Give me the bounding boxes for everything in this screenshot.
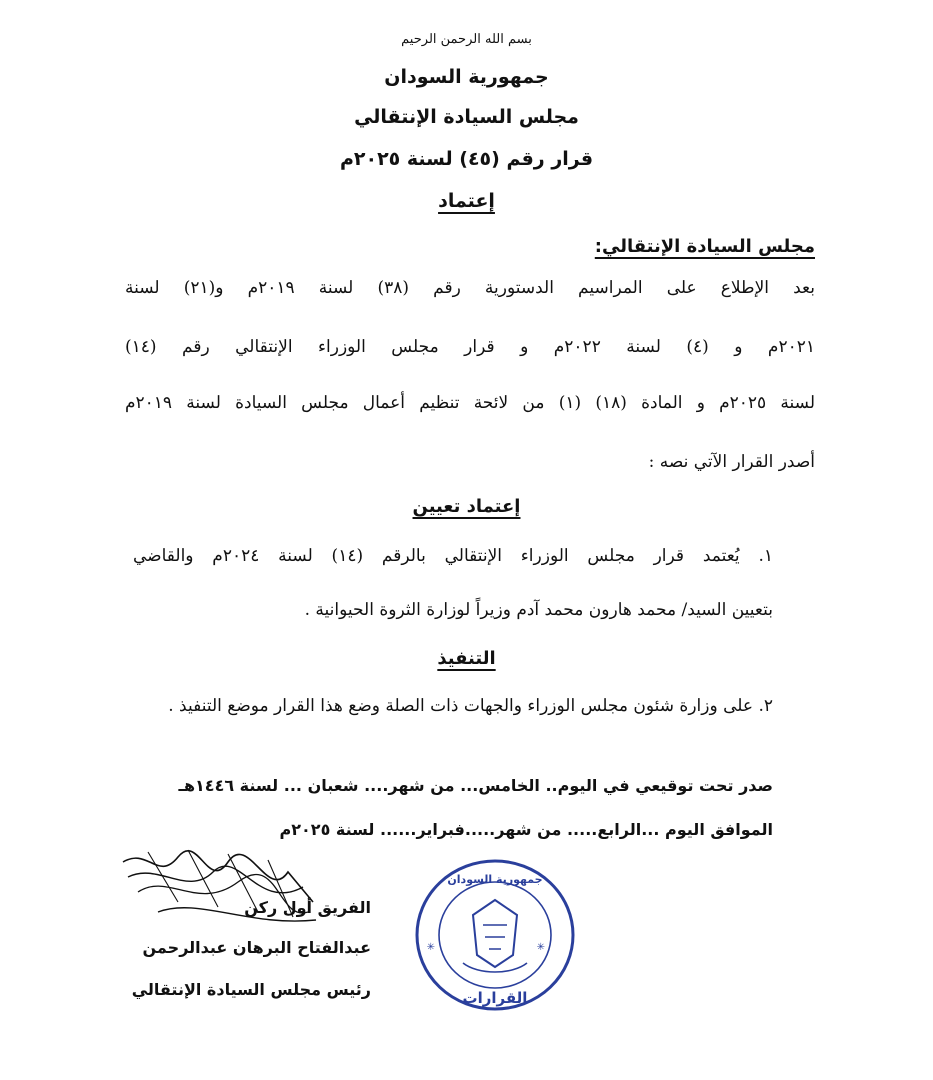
- section1-title: إعتماد تعيين: [412, 496, 521, 517]
- preamble-line-3: لسنة ٢٠٢٥م و المادة (١٨) (١) من لائحة تنظيم أعمال مجلس السيادة لسنة ٢٠١٩م: [125, 393, 815, 413]
- signatory-rank: الفريق أول ركن: [244, 898, 371, 917]
- svg-text:جمهورية السودان: جمهورية السودان: [447, 873, 543, 886]
- decree-number: قرار رقم (٤٥) لسنة ٢٠٢٥م: [339, 148, 594, 170]
- svg-text:القرارات: القرارات: [462, 989, 528, 1007]
- preamble-line-2: ٢٠٢١م و (٤) لسنة ٢٠٢٢م و قرار مجلس الوزراء الإنتقالي رقم (١٤): [125, 337, 815, 357]
- section1-item-line1: ١. يُعتمد قرار مجلس الوزراء الإنتقالي بالرقم (١٤) لسنة ٢٠٢٤م والقاضي: [133, 546, 773, 566]
- issued-line-2: الموافق اليوم ...الرابع..... من شهر.....فبراير...... لسنة ٢٠٢٥م: [279, 820, 773, 839]
- council-heading: مجلس السيادة الإنتقالي: [354, 106, 579, 128]
- section1-item-line2: بتعيين السيد/ محمد هارون محمد آدم وزيراً لوزارة الثروة الحيوانية .: [304, 600, 773, 620]
- section2-title: التنفيذ: [437, 648, 496, 669]
- republic-heading: جمهورية السودان: [384, 66, 549, 88]
- signatory-title: رئيس مجلس السيادة الإنتقالي: [131, 980, 371, 999]
- official-stamp: [413, 855, 578, 1015]
- svg-text:✳: ✳: [536, 942, 545, 953]
- basmala: بسم الله الرحمن الرحيم: [401, 32, 532, 47]
- addressee: مجلس السيادة الإنتقالي:: [594, 236, 815, 257]
- signatory-name: عبدالفتاح البرهان عبدالرحمن: [142, 938, 371, 957]
- preamble-line-1: بعد الإطلاع على المراسيم الدستورية رقم (٣٨) لسنة ٢٠١٩م و(٢١) لسنة: [125, 278, 815, 298]
- preamble-line-4: أصدر القرار الآتي نصه :: [648, 452, 815, 472]
- signature-scribble: [118, 842, 318, 932]
- decree-subject: إعتماد: [438, 190, 495, 212]
- section2-item: ٢. على وزارة شئون مجلس الوزراء والجهات ذات الصلة وضع هذا القرار موضع التنفيذ .: [168, 696, 773, 716]
- issued-line-1: صدر تحت توقيعي في اليوم.. الخامس... من شهر.... شعبان ... لسنة ١٤٤٦هـ: [178, 776, 773, 795]
- svg-text:✳: ✳: [426, 942, 435, 953]
